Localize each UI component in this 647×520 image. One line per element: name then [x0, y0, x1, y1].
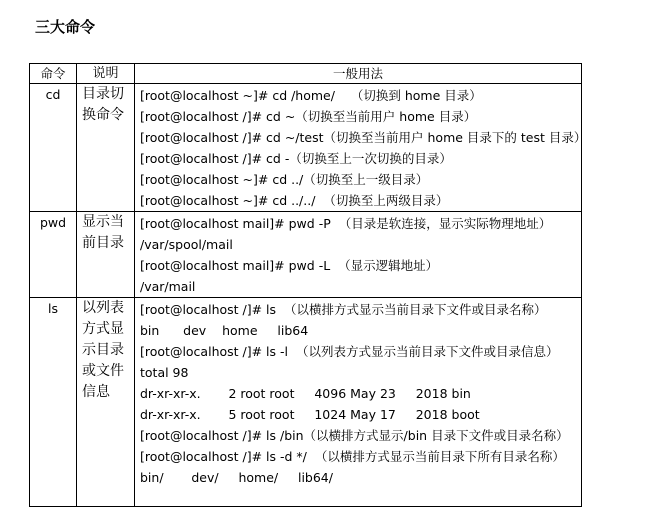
usage-line: [root@localhost ~]# cd ../（切换至上一级目录） — [140, 172, 429, 187]
table-row — [30, 212, 582, 298]
usage-line: dr-xr-xr-x. 5 root root 1024 May 17 2018 boot — [140, 407, 480, 422]
usage-line: /var/spool/mail — [140, 237, 233, 252]
section-title: 三大命令 — [35, 18, 96, 36]
description-cell: 显示当前目录 — [77, 212, 135, 298]
header-description: 说明 — [77, 64, 135, 84]
usage-line: bin dev home lib64 — [140, 323, 309, 338]
usage-line: [root@localhost /]# ls -l （以列表方式显示当前目录下文件或目录信息） — [140, 344, 559, 359]
usage-line: [root@localhost /]# ls -d */ （以横排方式显示当前目录下所有目录名称） — [140, 449, 565, 464]
usage-line: [root@localhost ~]# cd ../../ （切换至上两级目录） — [140, 193, 449, 208]
usage-line: [root@localhost /]# cd -（切换至上一次切换的目录） — [140, 151, 452, 166]
usage-line: [root@localhost mail]# pwd -P （目录是软连接，显示实际物理地址） — [140, 216, 552, 231]
command-cell: cd — [30, 84, 77, 212]
command-cell: pwd — [30, 212, 77, 298]
description-cell: 以列表方式显示目录或文件信息 — [77, 298, 135, 507]
description-cell: 目录切换命令 — [77, 84, 135, 212]
table-row — [30, 84, 582, 212]
usage-line: [root@localhost ~]# cd /home/ （切换到 home 目录） — [140, 88, 482, 103]
header-usage: 一般用法 — [135, 64, 582, 84]
commands-table — [29, 63, 587, 507]
usage-line: [root@localhost /]# cd ~/test（切换至当前用户 home 目录下的 test 目录） — [140, 130, 587, 145]
usage-cell — [135, 84, 587, 212]
table-row — [30, 298, 582, 507]
usage-line: [root@localhost /]# ls /bin（以横排方式显示/bin 目录下文件或目录名称） — [140, 428, 569, 443]
header-command: 命令 — [30, 64, 77, 84]
usage-line: bin/ dev/ home/ lib64/ — [140, 470, 333, 485]
usage-line: dr-xr-xr-x. 2 root root 4096 May 23 2018 bin — [140, 386, 471, 401]
usage-line: [root@localhost /]# cd ~（切换至当前用户 home 目录） — [140, 109, 477, 124]
usage-cell — [135, 212, 582, 298]
usage-line: [root@localhost mail]# pwd -L （显示逻辑地址） — [140, 258, 439, 273]
table-header-row — [30, 64, 582, 84]
command-cell: ls — [30, 298, 77, 507]
usage-cell — [135, 298, 582, 507]
usage-line: [root@localhost /]# ls （以横排方式显示当前目录下文件或目录名称） — [140, 302, 547, 317]
usage-line: /var/mail — [140, 279, 196, 294]
usage-line: total 98 — [140, 365, 189, 380]
